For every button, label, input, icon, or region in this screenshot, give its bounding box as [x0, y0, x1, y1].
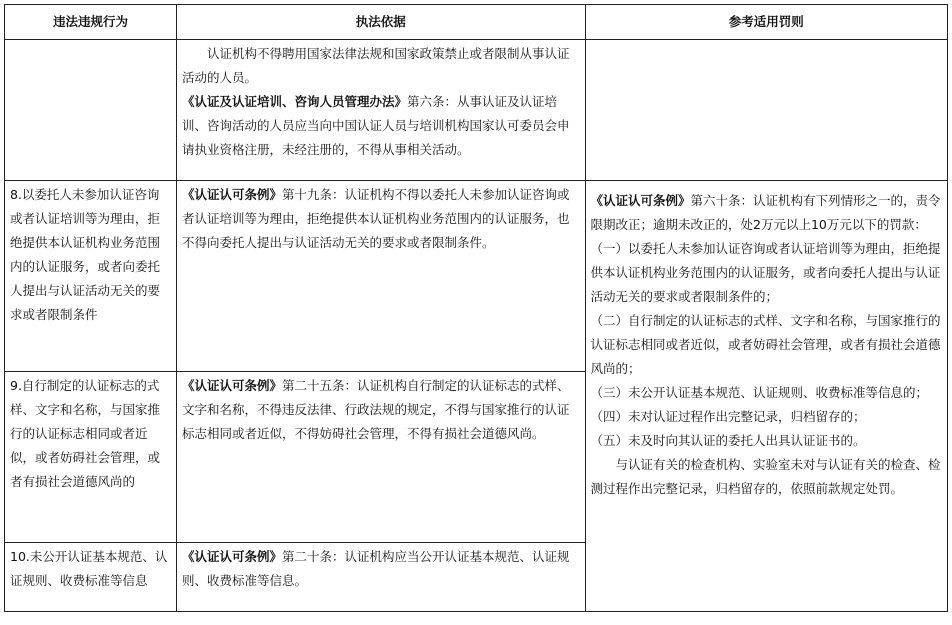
penalty-closing: 与认证有关的检查机构、实验室未对与认证有关的检查、检测过程作出完整记录，归档留存的，依照前款规定处罚。	[590, 457, 941, 496]
law-title: 《认证认可条例》	[182, 549, 283, 564]
header-penalty: 参考适用罚则	[585, 5, 947, 40]
penalty-intro	[591, 189, 942, 237]
penalty-item: （二）自行制定的认证标志的式样、文字和名称，与国家推行的认证标志相同或者近似，或者妨碍社会管理，或者有损社会道德风尚的；	[590, 313, 941, 376]
law-text: 第二十条：认证机构应当公开认证基本规范、认证规则、收费标准等信息。	[182, 549, 570, 588]
legal-basis-cell	[177, 181, 586, 372]
violation-cell: 9.自行制定的认证标志的式样、文字和名称，与国家推行的认证标志相同或者近似，或者妨碍社会管理，或者有损社会道德风尚的	[5, 372, 177, 543]
table-row	[5, 181, 948, 372]
header-legal-basis: 执法依据	[177, 5, 586, 40]
law-text: 第十九条：认证机构不得以委托人未参加认证咨询或者认证培训等为理由，拒绝提供本认证机构业务范围内的认证服务，也不得向委托人提出与认证活动无关的要求或者限制条件。	[182, 187, 570, 250]
penalty-item: （三）未公开认证基本规范、认证规则、收费标准等信息的；	[590, 385, 929, 400]
penalty-item: （一）以委托人未参加认证咨询或者认证培训等为理由，拒绝提供本认证机构业务范围内的认证服务，或者向委托人提出与认证活动无关的要求或者限制条件的；	[590, 241, 941, 304]
law-title: 《认证及认证培训、咨询人员管理办法》	[182, 94, 408, 109]
legal-basis-cell	[177, 543, 586, 612]
violation-cell	[5, 40, 177, 181]
basis-paragraph: 认证机构不得聘用国家法律法规和国家政策禁止或者限制从事认证活动的人员。	[182, 46, 570, 85]
header-row	[5, 5, 948, 40]
penalty-cell	[585, 40, 947, 181]
basis-paragraph	[182, 90, 580, 162]
law-title: 《认证认可条例》	[182, 378, 283, 393]
table-row	[5, 40, 948, 181]
law-title: 《认证认可条例》	[590, 193, 691, 208]
violation-cell: 10.未公开认证基本规范、认证规则、收费标准等信息	[5, 543, 177, 612]
penalty-item: （四）未对认证过程作出完整记录，归档留存的；	[590, 409, 866, 424]
law-text: 第六十条：认证机构有下列情形之一的，责令限期改正；逾期未改正的，处2万元以上10万元以下的罚款：	[590, 193, 941, 232]
law-text: 第六条：从事认证及认证培训、咨询活动的人员应当向中国认证人员与培训机构国家认可委员会申请执业资格注册，未经注册的，不得从事相关活动。	[182, 94, 570, 157]
penalty-item: （五）未及时向其认证的委托人出具认证证书的。	[590, 433, 866, 448]
legal-basis-cell	[177, 372, 586, 543]
law-text: 第二十五条：认证机构自行制定的认证标志的式样、文字和名称，不得违反法律、行政法规的规定，不得与国家推行的认证标志相同或者近似，不得妨碍社会管理，不得有损社会道德风尚。	[182, 378, 570, 441]
regulation-table	[4, 4, 948, 612]
header-violation: 违法违规行为	[5, 5, 177, 40]
legal-basis-cell	[177, 40, 586, 181]
law-title: 《认证认可条例》	[182, 187, 283, 202]
violation-cell: 8.以委托人未参加认证咨询或者认证培训等为理由，拒绝提供本认证机构业务范围内的认证服务，或者向委托人提出与认证活动无关的要求或者限制条件	[5, 181, 177, 372]
penalty-cell	[585, 181, 947, 612]
